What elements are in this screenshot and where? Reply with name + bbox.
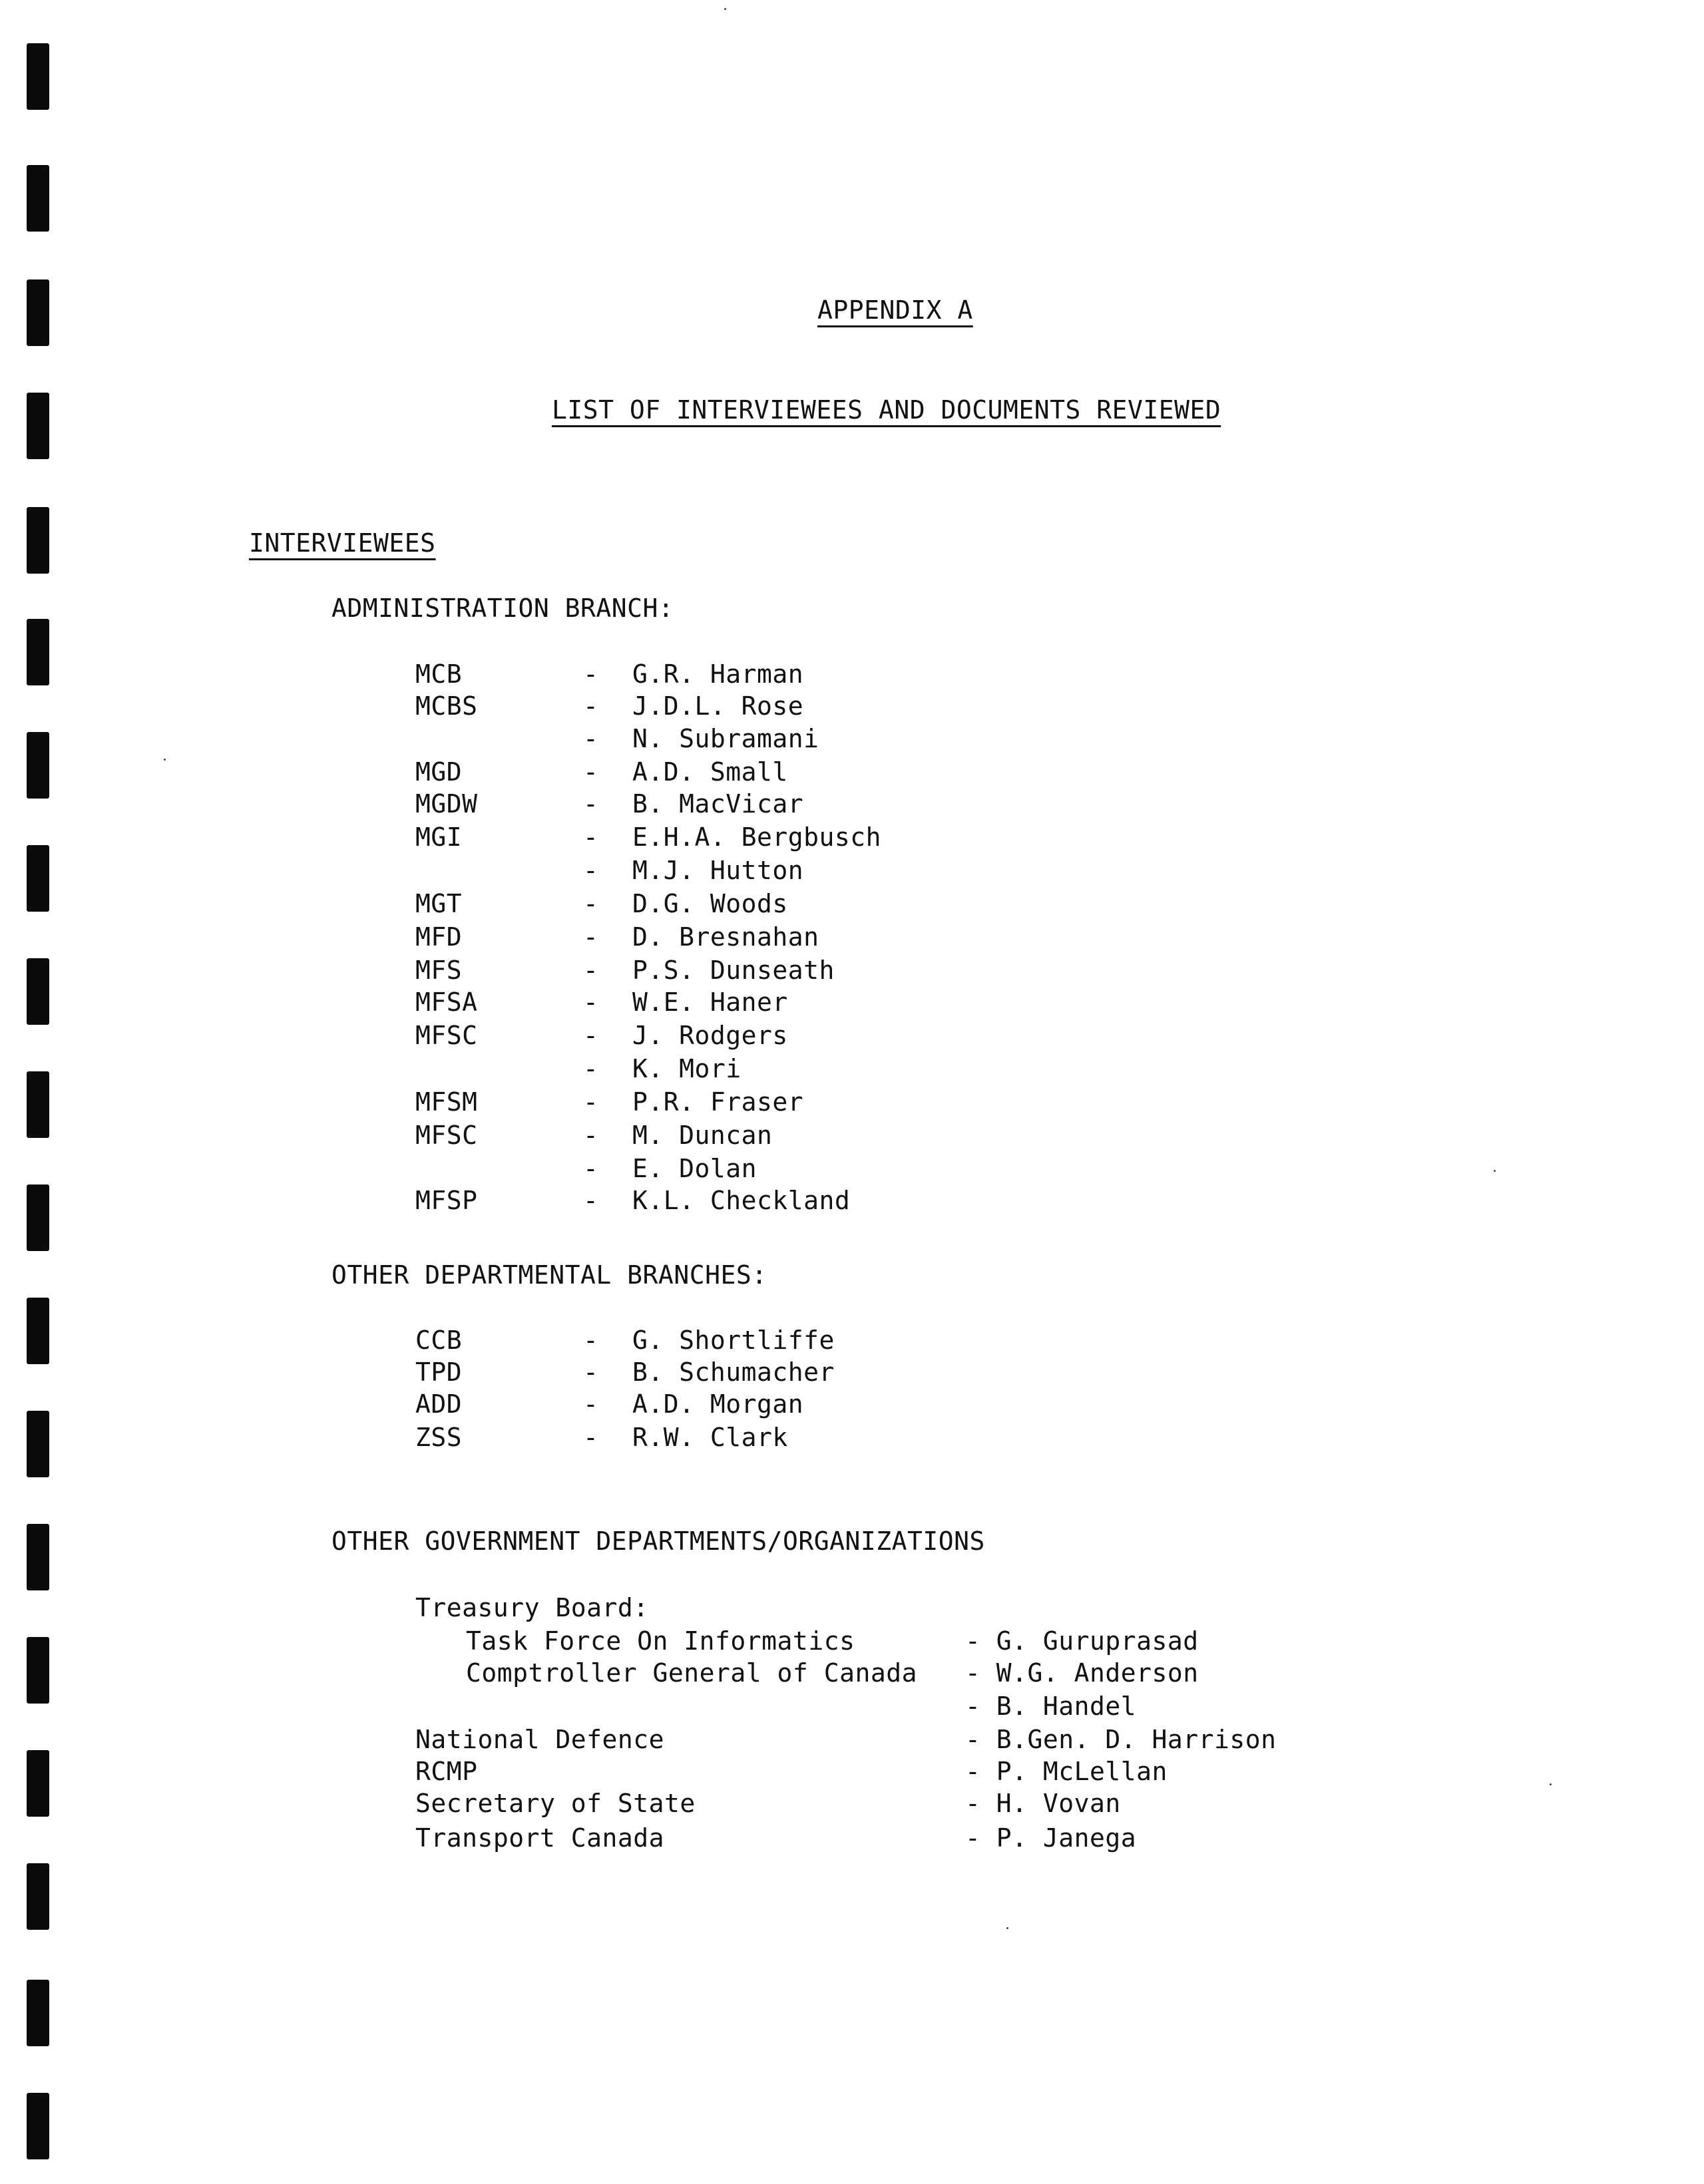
- organization-contact: - W.G. Anderson: [965, 1658, 1199, 1688]
- interviewee-name: M. Duncan: [632, 1121, 773, 1150]
- punch-hole: [27, 1863, 49, 1930]
- interviewee-name: J. Rodgers: [632, 1021, 788, 1050]
- branch-code: ZSS: [415, 1423, 463, 1452]
- interviewee-name: M.J. Hutton: [632, 856, 804, 885]
- punch-hole: [27, 393, 49, 459]
- punch-hole: [27, 1184, 49, 1251]
- interviewee-code: MCBS: [415, 691, 478, 721]
- punch-hole: [27, 43, 49, 110]
- interviewee-code: MFSC: [415, 1021, 478, 1050]
- punch-hole: [27, 845, 49, 912]
- organization-contact: - G. Guruprasad: [965, 1626, 1199, 1656]
- punch-hole: [27, 958, 49, 1025]
- interviewee-code: MFSC: [415, 1121, 478, 1150]
- punch-hole: [27, 1071, 49, 1138]
- scan-speck: [1494, 1170, 1496, 1172]
- organization-contact: - H. Vovan: [965, 1789, 1121, 1818]
- punch-hole: [27, 2093, 49, 2159]
- interviewee-name: D.G. Woods: [632, 889, 788, 918]
- organization-name: National Defence: [415, 1725, 665, 1754]
- punch-hole: [27, 279, 49, 346]
- organization-name: Transport Canada: [415, 1823, 665, 1853]
- interviewee-dash: -: [583, 1021, 599, 1050]
- interviewee-name: G.R. Harman: [632, 659, 804, 689]
- scan-speck: [1006, 1927, 1008, 1929]
- punch-hole: [27, 1524, 49, 1590]
- branch-dash: -: [583, 1326, 599, 1355]
- interviewee-code: MFSM: [415, 1087, 478, 1117]
- punch-hole: [27, 1411, 49, 1477]
- organization-name: Task Force On Informatics: [466, 1626, 855, 1656]
- organization-name: Comptroller General of Canada: [466, 1658, 917, 1688]
- branch-name: R.W. Clark: [632, 1423, 788, 1452]
- punch-hole: [27, 1750, 49, 1817]
- punch-hole: [27, 1637, 49, 1704]
- punch-hole: [27, 619, 49, 685]
- interviewee-dash: -: [583, 1054, 599, 1083]
- branch-name: B. Schumacher: [632, 1358, 835, 1387]
- interviewee-code: MGD: [415, 757, 463, 787]
- interviewee-code: MGI: [415, 822, 463, 852]
- list-title: LIST OF INTERVIEWEES AND DOCUMENTS REVIEWED: [552, 395, 1221, 425]
- interviewee-dash: -: [583, 956, 599, 985]
- branch-code: CCB: [415, 1326, 463, 1355]
- punch-hole: [27, 1298, 49, 1364]
- interviewee-dash: -: [583, 1186, 599, 1215]
- interviewee-name: K.L. Checkland: [632, 1186, 851, 1215]
- branch-dash: -: [583, 1423, 599, 1452]
- branch-code: ADD: [415, 1389, 463, 1419]
- scan-speck: [724, 8, 726, 10]
- punch-hole: [27, 507, 49, 574]
- interviewee-dash: -: [583, 988, 599, 1017]
- interviewee-name: J.D.L. Rose: [632, 691, 804, 721]
- treasury-board-label: Treasury Board:: [415, 1593, 649, 1622]
- administration-heading: ADMINISTRATION BRANCH:: [331, 594, 674, 623]
- interviewee-dash: -: [583, 856, 599, 885]
- organization-name: Secretary of State: [415, 1789, 696, 1818]
- interviewee-name: A.D. Small: [632, 757, 788, 787]
- organization-contact: - P. McLellan: [965, 1757, 1168, 1786]
- branch-dash: -: [583, 1389, 599, 1419]
- interviewee-code: MGT: [415, 889, 463, 918]
- branch-name: G. Shortliffe: [632, 1326, 835, 1355]
- organization-contact: - P. Janega: [965, 1823, 1137, 1853]
- interviewee-dash: -: [583, 789, 599, 819]
- other-branches-heading: OTHER DEPARTMENTAL BRANCHES:: [331, 1260, 767, 1290]
- interviewee-dash: -: [583, 1154, 599, 1183]
- organization-name: RCMP: [415, 1757, 478, 1786]
- organization-contact: - B. Handel: [965, 1692, 1137, 1721]
- organization-contact: - B.Gen. D. Harrison: [965, 1725, 1277, 1754]
- interviewee-dash: -: [583, 724, 599, 753]
- interviewee-dash: -: [583, 691, 599, 721]
- interviewee-name: E.H.A. Bergbusch: [632, 822, 882, 852]
- appendix-title: APPENDIX A: [817, 295, 973, 325]
- interviewee-dash: -: [583, 1121, 599, 1150]
- scan-speck: [164, 759, 166, 761]
- interviewee-dash: -: [583, 757, 599, 787]
- interviewee-dash: -: [583, 889, 599, 918]
- interviewee-name: W.E. Haner: [632, 988, 788, 1017]
- other-government-heading: OTHER GOVERNMENT DEPARTMENTS/ORGANIZATIONS: [331, 1527, 985, 1556]
- punch-hole: [27, 1980, 49, 2046]
- punch-hole: [27, 165, 49, 232]
- interviewee-name: N. Subramani: [632, 724, 819, 753]
- interviewee-dash: -: [583, 1087, 599, 1117]
- interviewee-name: D. Bresnahan: [632, 922, 819, 952]
- branch-name: A.D. Morgan: [632, 1389, 804, 1419]
- interviewee-dash: -: [583, 659, 599, 689]
- interviewee-code: MFSP: [415, 1186, 478, 1215]
- branch-code: TPD: [415, 1358, 463, 1387]
- interviewee-name: B. MacVicar: [632, 789, 804, 819]
- interviewee-dash: -: [583, 922, 599, 952]
- interviewee-dash: -: [583, 822, 599, 852]
- interviewee-code: MCB: [415, 659, 463, 689]
- interviewee-name: K. Mori: [632, 1054, 742, 1083]
- punch-hole: [27, 732, 49, 799]
- interviewees-heading: INTERVIEWEES: [249, 528, 436, 558]
- interviewee-name: P.S. Dunseath: [632, 956, 835, 985]
- branch-dash: -: [583, 1358, 599, 1387]
- scan-speck: [1550, 1783, 1552, 1785]
- interviewee-name: E. Dolan: [632, 1154, 757, 1183]
- interviewee-code: MFSA: [415, 988, 478, 1017]
- interviewee-code: MGDW: [415, 789, 478, 819]
- interviewee-code: MFD: [415, 922, 463, 952]
- interviewee-name: P.R. Fraser: [632, 1087, 804, 1117]
- interviewee-code: MFS: [415, 956, 463, 985]
